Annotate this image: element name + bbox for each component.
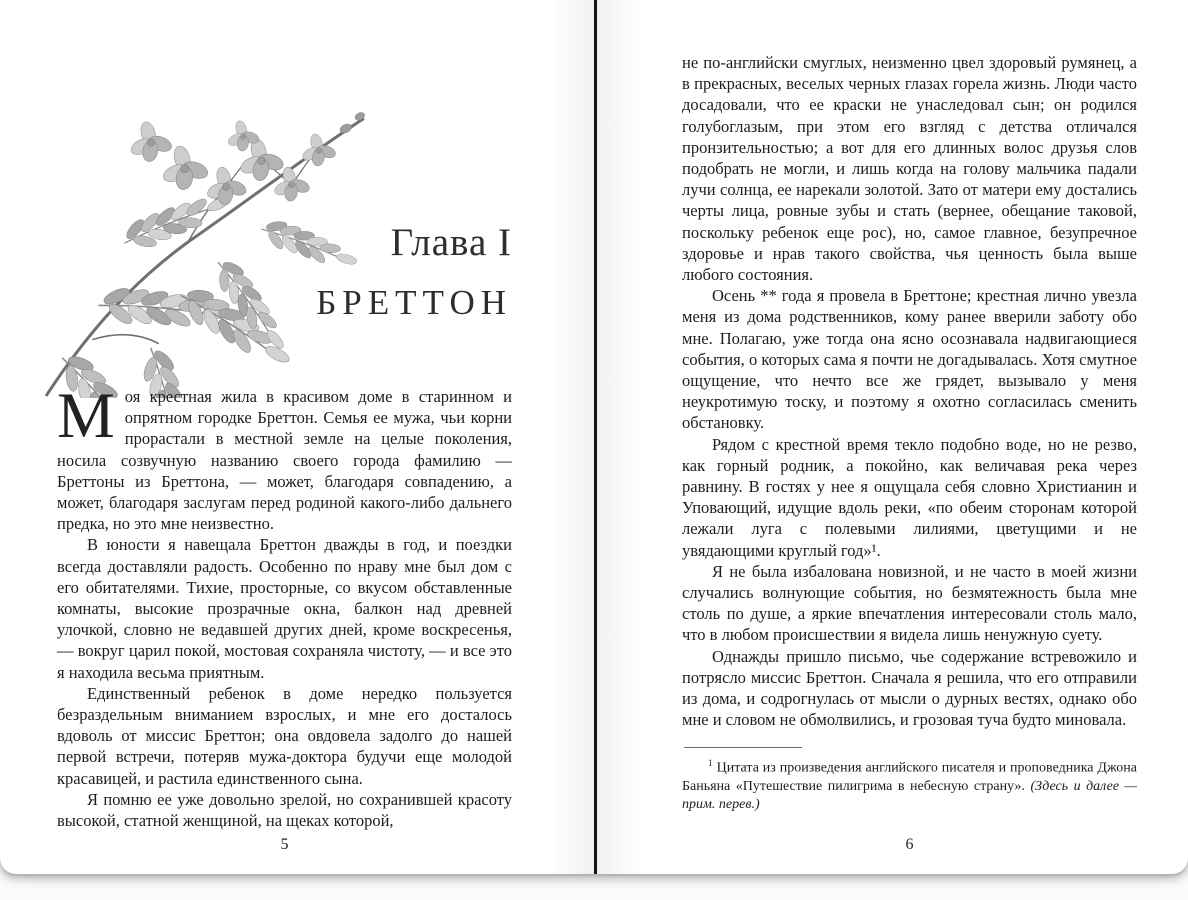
drop-cap: М xyxy=(57,380,115,452)
paragraph xyxy=(57,380,512,534)
paragraph: Единственный ребенок в доме нередко пользуется безраздельным вниманием взрослых, и мне его досталось вдоволь от миссис Бреттон; она овдовела задолго до нашей первой встречи, потеряв мужа-доктора будучи еще молодой красавицей, и растила единственного сына. xyxy=(57,683,512,788)
footnote-marker: 1 xyxy=(708,758,713,769)
paragraph-text: оя крестная жила в красивом доме в старинном и опрятном городке Бреттон. Семья ее мужа, чьи корни прорастали в местной земле на целые поколения, носила созвучную названию своего города фамилию — Бреттоны из Бреттона, — может, благодаря совпадению, а может, благодаря заслугам перед родиной какого-либо дальнего предка, но это мне неизвестно. xyxy=(57,387,512,534)
left-text-column xyxy=(57,380,512,831)
chapter-heading xyxy=(57,220,512,323)
paragraph: не по-английски смуглых, неизменно цвел здоровый румянец, а в прекрасных, веселых черных глазах горела жизнь. Люди часто досадовали, что ее краски не унаследовал сын; он родился голубоглазым, при этом его взгляд с детства отличался пронзительностью; а вот для его длинных волос друзья слов подобрать не могли, и лишь когда на голову мальчика падали лучи солнца, ее нарекали золотой. Зато от матери ему достались черты лица, ровные зубы и стать (вернее, обещание таковой, поскольку ребенок еще рос), но, самое главное, безупречное здоровье и нрав такого свойства, чья ценность была выше любого состояния. xyxy=(682,53,1137,285)
gutter-shade-left xyxy=(552,0,594,874)
footnote-translator-note: (Здесь и далее — прим. перев.) xyxy=(682,778,1137,813)
paragraph: Рядом с крестной время текло подобно воде, но не резво, как горный родник, а покойно, как величавая река через равнину. В гостях у нее я ощущала себя словно Христианин и Уповающий, идущие вдоль реки, «по обеим сторонам которой лежали луга с полевыми лилиями, цветущими и не увядающими круглый год»¹. xyxy=(682,434,1137,560)
page-left xyxy=(0,0,594,874)
chapter-title: БРЕТТОН xyxy=(316,283,512,322)
paragraph: Я помню ее уже довольно зрелой, но сохранившей красоту высокой, статной женщиной, на щеках которой, xyxy=(57,789,512,831)
paragraph: Однажды пришло письмо, чье содержание встревожило и потрясло миссис Бреттон. Сначала я решила, что его отправили из дома, и содрогнулась от мысли о дурных вестях, однако обо мне и словом не обмолвились, и грозовая туча будто миновала. xyxy=(682,646,1137,730)
paragraph: Осень ** года я провела в Бреттоне; крестная лично увезла меня из дома родственников, кому ранее вверили заботу обо мне. Полагаю, уже тогда она ясно осознавала надвигающиеся события, о которых сама я почти не догадывалась. Хотя смутное ощущение, что нечто все же грядет, вызывало у меня неукротимую тоску, и поэтому я охотно согласилась сменить обстановку. xyxy=(682,286,1137,433)
footnote-text: $^1$ Цитата из произведения английского писателя и проповедника Джона Баньяна «Путешествие пилигрима в небесную страну». (Здесь и далее — прим. перев.) xyxy=(682,758,1137,813)
page-right xyxy=(597,0,1188,874)
page-number-left: 5 xyxy=(280,836,289,853)
right-text-column xyxy=(682,52,1137,815)
footnote xyxy=(682,747,1137,815)
chapter-label: Глава I xyxy=(390,221,512,264)
paragraph: Я не была избалована новизной, и не часто в моей жизни случались волнующие события, но безмятежность была мне столь по душе, а яркие впечатления интересовали столь мало, что в любом происшествии я видела лишь ненужную суету. xyxy=(682,561,1137,645)
footnote-rule xyxy=(684,747,802,748)
paragraph: В юности я навещала Бреттон дважды в год, и поездки всегда доставляли радость. Особенно по нраву мне был дом с его обитателями. Тихие, просторные, со вкусом обставленные комнаты, высокие прозрачные окна, балкон над древней улочкой, словно не ведавшей других дней, кроме воскресенья, — вокруг царил покой, мостовая сохраняла чистоту, — и все это я находила весьма приятным. xyxy=(57,535,512,682)
page-number-right: 6 xyxy=(905,836,914,853)
